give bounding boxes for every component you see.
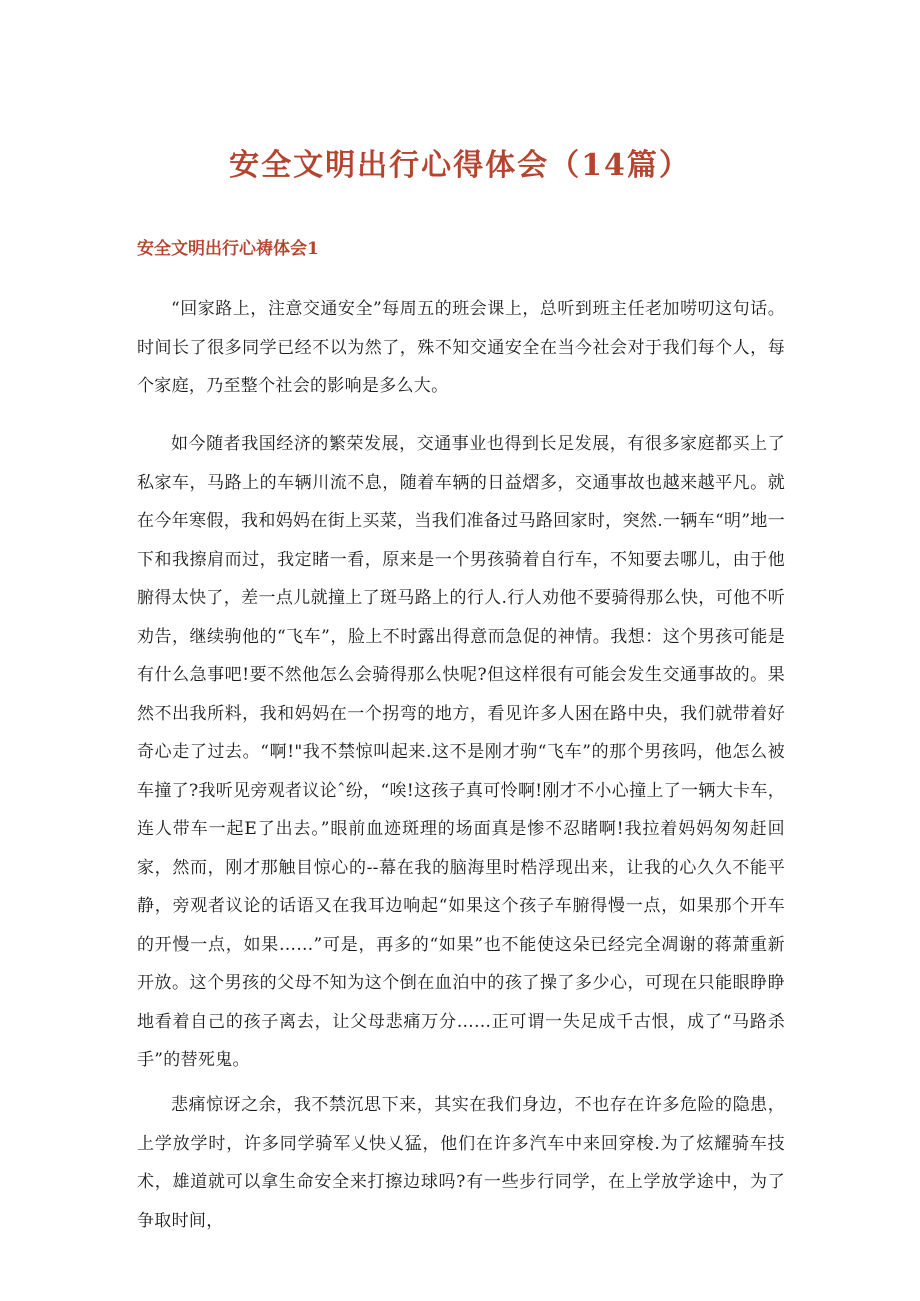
- body-paragraph: 悲痛惊讶之余，我不禁沉思下来，其实在我们身边，不也存在许多危险的隐患，上学放学时，许多同学骑军乂快乂猛，他们在许多汽车中来回穿梭.为了炫耀骑车技术，雄道就可以拿生命安全来打擦边球吗?有一些步行同学，在上学放学途中，为了争取时间，: [137, 1095, 785, 1231]
- body-paragraph: “回家路上，注意交通安全”每周五的班会课上，总听到班主任老加唠叨这句话。时间长了很多同学已经不以为然了，殊不知交通安全在当今社会对于我们每个人，每个家庭，乃至整个社会的影响是多么大。: [137, 299, 785, 396]
- section-heading: 安全文明出行心祷体会1: [137, 239, 319, 259]
- body-paragraph: 如今随者我国经济的繁荣发展，交通事业也得到长足发展，有很多家庭都买上了私家车，马路上的车辆川流不息，随着车辆的日益熠多，交通事故也越来越平凡。就在今年寒假，我和妈妈在街上买菜，当我们准备过马路回家时，突然.一辆车“明”地一下和我擦肩而过，我定睹一看，原来是一个男孩骑着自行车，不知要去哪儿，由于他腑得太快了，差一点儿就撞上了斑马路上的行人.行人劝他不要骑得那么快，可他不听劝告，继续驹他的“飞车”，脸上不时露出得意而急促的神情。我想：这个男孩可能是有什么急事吧!要不然他怎么会骑得那么快呢?但这样很有可能会发生交通事故的。果然不出我所料，我和妈妈在一个拐弯的地方，看见许多人困在路中央，我们就带着好奇心走了过去。“啊!"我不禁惊叫起来.这不是刚才驹“飞车”的那个男孩吗，他怎么被车撞了?我听见旁观者议论ˆ纷，“唉!这孩子真可怜啊!刚才不小心撞上了一辆大卡车，连人带车一起E了出去。”眼前血迹斑理的场面真是惨不忍睹啊!我拉着妈妈匆匆赶回家，然而，刚才那触目惊心的--幕在我的脑海里时梏浮现出来，让我的心久久不能平静，旁观者议论的话语又在我耳边响起“如果这个孩子车腑得慢一点，如果那个开车的开慢一点，如果……”可是，再多的“如果”也不能使这朵已经完全凋谢的蒋萧重新开放。这个男孩的父母不知为这个倒在血泊中的孩了操了多少心，可现在只能眼睁睁地看着自己的孩子离去，让父母悲痛万分……正可谓一失足成千古恨，成了“马路杀手”的替死鬼。: [137, 434, 785, 1070]
- document-title: 安全文明出行心得体会（14篇）: [229, 148, 691, 183]
